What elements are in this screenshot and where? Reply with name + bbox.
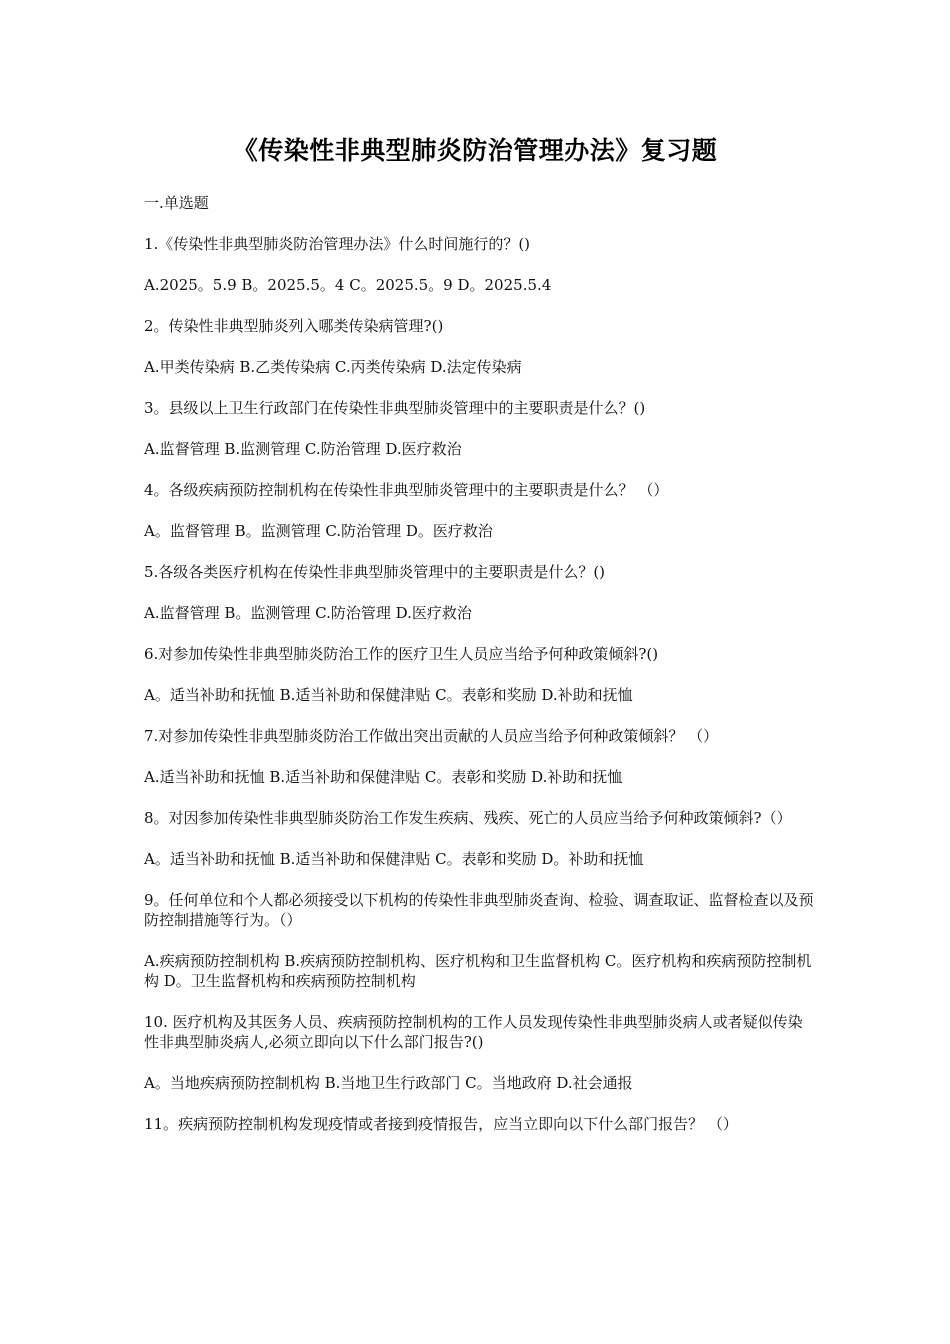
question-8 — [144, 808, 814, 869]
question-options: A.监督管理 B.监测管理 C.防治管理 D.医疗救治 — [144, 440, 462, 458]
question-options: A。监督管理 B。监测管理 C.防治管理 D。医疗救治 — [144, 522, 493, 540]
question-options: A.适当补助和抚恤 B.适当补助和保健津贴 C。表彰和奖励 D.补助和抚恤 — [144, 768, 623, 786]
question-9 — [144, 890, 814, 991]
question-5 — [144, 562, 814, 623]
question-options: A。适当补助和抚恤 B.适当补助和保健津贴 C。表彰和奖励 D.补助和抚恤 — [144, 686, 633, 704]
question-text: 7.对参加传染性非典型肺炎防治工作做出突出贡献的人员应当给予何种政策倾斜？ （） — [144, 727, 719, 745]
question-text: 6.对参加传染性非典型肺炎防治工作的医疗卫生人员应当给予何种政策倾斜?() — [144, 645, 659, 663]
document-title: 《传染性非典型肺炎防治管理办法》复习题 — [232, 136, 718, 165]
question-text: 8。对因参加传染性非典型肺炎防治工作发生疾病、残疾、死亡的人员应当给予何种政策倾斜?（） — [144, 809, 792, 827]
question-text: 10. 医疗机构及其医务人员、疾病预防控制机构的工作人员发现传染性非典型肺炎病人或者疑似传染性非典型肺炎病人,必须立即向以下什么部门报告?() — [144, 1013, 803, 1051]
question-10 — [144, 1012, 814, 1093]
question-options: A.甲类传染病 B.乙类传染病 C.丙类传染病 D.法定传染病 — [144, 358, 522, 376]
question-options: A.2025。5.9 B。2025.5。4 C。2025.5。9 D。2025.5.4 — [144, 276, 552, 294]
section-heading: 一.单选题 — [144, 194, 209, 212]
question-text: 5.各级各类医疗机构在传染性非典型肺炎管理中的主要职责是什么？() — [144, 563, 606, 581]
question-text: 2。传染性非典型肺炎列入哪类传染病管理?() — [144, 317, 444, 335]
question-text: 4。各级疾病预防控制机构在传染性非典型肺炎管理中的主要职责是什么？ （） — [144, 481, 669, 499]
question-text: 3。县级以上卫生行政部门在传染性非典型肺炎管理中的主要职责是什么？() — [144, 399, 646, 417]
question-11 — [144, 1114, 814, 1134]
document-body — [144, 193, 814, 1155]
question-text: 1.《传染性非典型肺炎防治管理办法》什么时间施行的？() — [144, 235, 531, 253]
question-options: A.监督管理 B。监测管理 C.防治管理 D.医疗救治 — [144, 604, 472, 622]
question-3 — [144, 398, 814, 459]
question-options: A。适当补助和抚恤 B.适当补助和保健津贴 C。表彰和奖励 D。补助和抚恤 — [144, 850, 644, 868]
question-options: A.疾病预防控制机构 B.疾病预防控制机构、医疗机构和卫生监督机构 C。医疗机构和疾病预防控制机构 D。卫生监督机构和疾病预防控制机构 — [144, 952, 812, 990]
question-6 — [144, 644, 814, 705]
question-7 — [144, 726, 814, 787]
question-2 — [144, 316, 814, 377]
question-4 — [144, 480, 814, 541]
question-text: 9。任何单位和个人都必须接受以下机构的传染性非典型肺炎查询、检验、调查取证、监督检查以及预防控制措施等行为。（） — [144, 891, 814, 929]
question-1 — [144, 234, 814, 295]
question-options: A。当地疾病预防控制机构 B.当地卫生行政部门 C。当地政府 D.社会通报 — [144, 1074, 633, 1092]
question-text: 11。疾病预防控制机构发现疫情或者接到疫情报告，应当立即向以下什么部门报告？ （） — [144, 1115, 738, 1133]
